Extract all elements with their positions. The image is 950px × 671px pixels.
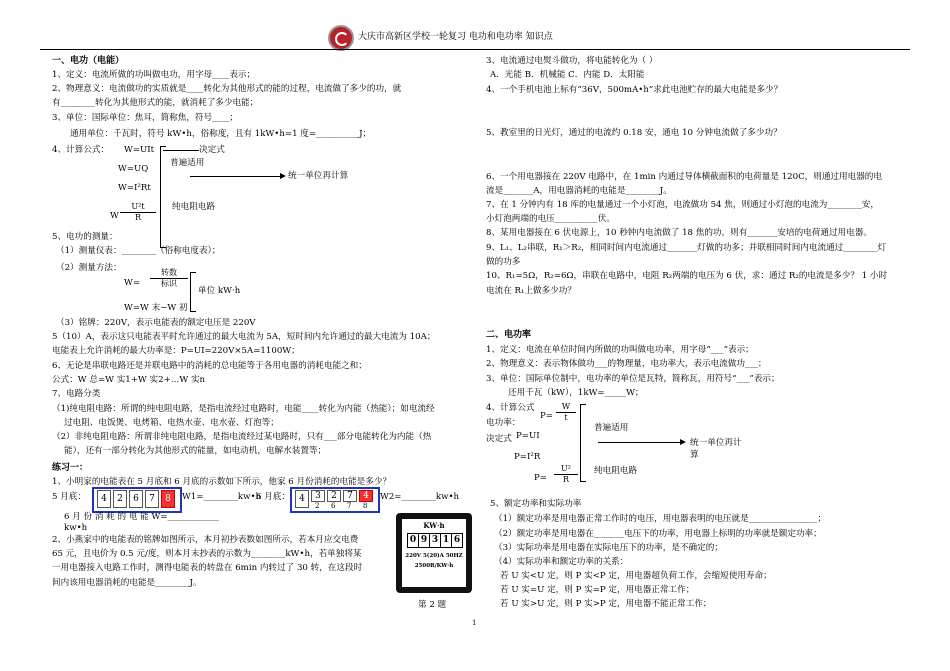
meter-digit: 9 — [419, 534, 430, 547]
pure-resistor-label: 纯电阻电路 — [172, 202, 215, 212]
right-line: （4）实际功率和额定功率的关系： — [494, 557, 629, 567]
formula-w-eq: W= — [124, 278, 141, 288]
formula-p-eq-2: P= — [534, 473, 547, 483]
right-line: 做的功多 — [486, 257, 521, 267]
right-line: 若 U 实<U 定，则 P 实<P 定，用电器超负荷工作，会缩短使用寿命； — [500, 571, 772, 581]
june-label: 6 月底： — [256, 492, 290, 502]
left-line: （2）测量方法： — [56, 263, 122, 273]
june-sub-digit: 7 — [347, 502, 352, 510]
june-sub-digit: 2 — [315, 502, 320, 510]
formula-w-i2rt: W=I²Rt — [118, 183, 151, 193]
right-line: （1）额定功率是用电器正常工作时的电压，用电器表明的电压就是________________； — [494, 514, 827, 524]
june-sub-digit: 8 — [363, 502, 368, 510]
fraction-w-t — [556, 402, 576, 423]
june-usage: 6 月 份 消 耗 的 电 能 W=____________ — [64, 512, 220, 522]
meter-digit: 3 — [430, 534, 441, 547]
numerator: U² — [554, 464, 578, 475]
right-line: 若 U 实>U 定，则 P 实>P 定，用电器不能正常工作； — [500, 599, 712, 609]
unify-label-right-2: 算 — [690, 450, 699, 460]
right-line: 6、一个用电器接在 220V 电路中，在 1min 内通过导体横截面积的电荷量是 120C，则通过用电器的电 — [486, 172, 882, 182]
right-line: 3、电流通过电熨斗做功，将电能转化为（ ） — [486, 56, 658, 66]
right-line: 1、定义：电流在单位时间内所做的功叫做电功率，用字母“___”表示； — [486, 345, 754, 355]
brace-right — [580, 404, 586, 482]
left-line: （1)纯电阻电路：所谓的纯电阻电路，是指电流经过电路时，电能____转化为内能（热能）；如电流经 — [52, 404, 435, 414]
may-digit: 7 — [145, 490, 159, 508]
page-header-title: 大庆市高新区学校一轮复习 电功和电功率 知识点 — [358, 32, 553, 42]
numerator: 转数 — [150, 268, 188, 279]
unify-arrow — [190, 176, 280, 177]
page-number: 1 — [472, 619, 477, 627]
left-line: 电能表上允许消耗的最大功率是：P=UI=220V×5A=1100W； — [52, 346, 300, 356]
right-line: 还用千瓦（kW），1kW=_____W； — [508, 388, 644, 398]
right-line: 10、R₁=5Ω，R₂=6Ω，串联在电路中，电阻 R₂两端的电压为 6 伏，求：通过 R₂的电流是多少？ 1 小时 — [486, 271, 888, 281]
meter-spec: 220V 5(20)A 50HZ — [405, 553, 463, 559]
meter-digits — [407, 533, 463, 548]
school-logo — [328, 25, 354, 51]
right-line: 2、物理意义：表示物体做功___的物理量，电功率大，表示电流做功___； — [486, 359, 767, 369]
right-line: （3）实际功率是用电器在实际电压下的功率，是不确定的； — [494, 543, 723, 553]
left-line: 7、电路分类 — [52, 389, 101, 399]
june-digit: 4 — [295, 490, 309, 508]
fraction-u2t-r — [120, 202, 156, 223]
formula-w-uit: W=UIt — [124, 145, 155, 155]
decide-label: 决定式 — [199, 145, 225, 155]
section-2-heading: 二、电功率 — [486, 330, 532, 340]
formula-w-uq: W=UQ — [118, 164, 149, 174]
practice-title: 练习一： — [52, 463, 89, 473]
right-line: A．光能 B．机械能 C．内能 D．太阳能 — [490, 70, 645, 80]
left-line: 有________转化为其他形式的能，就消耗了多少电能； — [52, 98, 259, 108]
meter-digit-decimal: 6 — [453, 535, 461, 545]
left-line: 5、电功的测量： — [52, 232, 118, 242]
practice-q2: 间内该用电器消耗的电能是________J。 — [52, 578, 202, 588]
numerator: W — [556, 402, 576, 413]
unify-label: 统一单位再计算 — [288, 171, 349, 181]
logo-inner — [335, 32, 349, 46]
left-line: 4、计算公式： — [52, 145, 110, 155]
right-line: 电功率： — [486, 418, 521, 428]
meter-digit: 0 — [408, 534, 419, 547]
left-line: （1）测量仪表：________（俗称电度表）； — [56, 246, 221, 256]
left-line: 5（10）A，表示这只电能表平时允许通过的最大电流为 5A，短时间内允许通过的最大电流为 10A； — [52, 332, 436, 342]
formula-pui: P=UI — [516, 431, 540, 441]
may-label: 5 月底： — [52, 492, 86, 502]
unify-arrowhead-right — [680, 439, 686, 445]
numerator: U²t — [120, 202, 156, 213]
universal-label: 普遍适用 — [170, 158, 205, 168]
unit-kwh-label: 单位 kW·h — [198, 286, 241, 296]
right-line: 8、某用电器接在 6 伏电源上，10 秒钟内电流做了 18 焦的功，则有_______安培的电荷通过用电器。 — [486, 228, 872, 238]
meter-rev: 2500R/KW·h — [414, 563, 454, 569]
meter-panel — [402, 519, 466, 587]
practice-q1: 1、小明家的电能表在 5 月底和 6 月底的示数如下所示，他家 6 月份消耗的电能是多少？ — [52, 477, 392, 487]
left-line: 通用单位：千瓦时，符号 kW•h，俗称度，且有 1kW•h=1 度=__________J； — [70, 129, 372, 139]
left-line: 1、定义：电流所做的功叫做电功，用字母____表示； — [52, 70, 256, 80]
practice-q2: 一用电器接入电路工作时，测得电能表的转盘在 6min 内转过了 30 转，在这段时 — [52, 563, 363, 573]
denominator: 标识 — [161, 279, 177, 288]
left-line: 过电阻、电饭煲、电烤箱、电热水壶、电水壶、灯泡等； — [64, 418, 279, 428]
universal-label-right: 普遍适用 — [594, 423, 629, 433]
may-digit: 6 — [129, 490, 143, 508]
unify-arrowhead — [280, 173, 286, 179]
unify-arrow-right — [598, 442, 680, 443]
practice-q2: 2、小燕家中的电能表的铭牌如图所示，本月初抄表数如图所示，若本月应交电费 — [52, 535, 359, 545]
right-line: 决定式 — [486, 434, 512, 444]
meter-digit: 1 — [441, 534, 452, 547]
may-digit: 4 — [97, 490, 111, 508]
right-line: 4、一个手机电池上标有“36V，500mA•h”求此电池贮存的最大电能是多少？ — [486, 85, 783, 95]
right-line: 3、单位：国际单位制中，电功率的单位是瓦特，简称瓦，用符号“___”表示； — [486, 374, 780, 384]
right-line: （2）额定功率是用电器在_______电压下的功率，用电器上标明的功率就是额定功率； — [494, 529, 822, 539]
formula-w-end: W=W 末−W 初 — [124, 303, 188, 313]
left-line: 2、物理意义：电流做功的实质就是____转化为其他形式的能的过程，电流做了多少的功，就 — [52, 84, 402, 94]
right-line: 流是_______A，用电器消耗的电能是________J。 — [486, 186, 672, 196]
right-line: 5、教室里的日光灯，通过的电流约 0.18 安，通电 10 分钟电流做了多少功？ — [486, 128, 782, 138]
fraction-turns — [150, 268, 188, 289]
left-line: 公式：W 总=W 实1+W 实2+…W 实n — [52, 375, 206, 385]
left-line: （3）铭牌：220V，表示电能表的额定电压是 220V — [56, 318, 256, 328]
brace-measure — [190, 272, 196, 312]
right-line: 4、计算公式 — [486, 403, 535, 413]
denominator: R — [562, 475, 570, 484]
fraction-u2-r — [554, 464, 578, 485]
left-line: 6、无论是串联电路还是并联电路中的消耗的总电能等于各用电器的消耗电能之和； — [52, 361, 367, 371]
denominator: R — [134, 213, 142, 222]
june-digit: 7 — [343, 490, 357, 502]
may-digit: 2 — [113, 490, 127, 508]
right-line: 7、在 1 分钟内有 18 库的电量通过一个小灯泡，电流做功 54 焦，则通过小灯泡的电流为________安， — [486, 200, 879, 210]
formula-pi2r: P=I²R — [514, 452, 541, 462]
w1-answer: W1=________kw•h — [182, 492, 262, 502]
denominator: t — [564, 413, 568, 422]
practice-q2: 65 元，且电价为 0.5 元/度，则本月末抄表的示数为________kW•h，若单独将某 — [52, 549, 362, 559]
june-digit-decimal: 4 — [359, 490, 373, 502]
formula-w-label: W — [110, 211, 119, 221]
pure-resistor-label-right: 纯电阻电路 — [594, 466, 637, 476]
right-line: 若 U 实=U 定，则 P 实=P 定，用电器正常工作； — [500, 585, 695, 595]
left-line: 3、单位：国际单位：焦耳，简称焦，符号____； — [52, 113, 238, 123]
w2-answer: W2=________kw•h — [380, 492, 460, 502]
right-line: 9、L₁、L₂串联，R₁＞R₂，相同时间内电流通过_______灯做的功多；并联相同时间内电流通过________灯 — [486, 243, 887, 253]
june-digit: 2 — [327, 490, 341, 502]
electric-meter-figure — [396, 513, 472, 593]
figure-caption: 第 2 题 — [418, 600, 447, 610]
formula-p-eq: P= — [540, 411, 553, 421]
unify-label-right: 统一单位再计 — [690, 438, 742, 448]
june-sub-digit: 6 — [331, 502, 336, 510]
meter-unit-label: KW·h — [423, 521, 445, 530]
kwh-unit: kw•h — [64, 523, 88, 533]
right-line: 5、额定功率和实际功率 — [490, 499, 582, 509]
decide-arrow — [163, 150, 199, 151]
left-line: 能），还有一部分转化为其他形式的能量，如电动机，电解水装置等； — [64, 446, 327, 456]
section-1-heading: 一、电功（电能） — [52, 56, 125, 66]
header-rule — [40, 49, 910, 50]
june-digit: 3 — [311, 490, 325, 502]
left-line: （2）非纯电阻电路：所谓非纯电阻电路，是指电流经过某电路时，只有___部分电能转化为内能（热 — [52, 432, 432, 442]
brace-line — [160, 146, 166, 248]
may-digit-decimal: 8 — [161, 490, 175, 508]
right-line: 小灯泡两端的电压__________伏。 — [486, 214, 615, 224]
right-line: 电流在 R₁上做多少功？ — [486, 286, 576, 296]
